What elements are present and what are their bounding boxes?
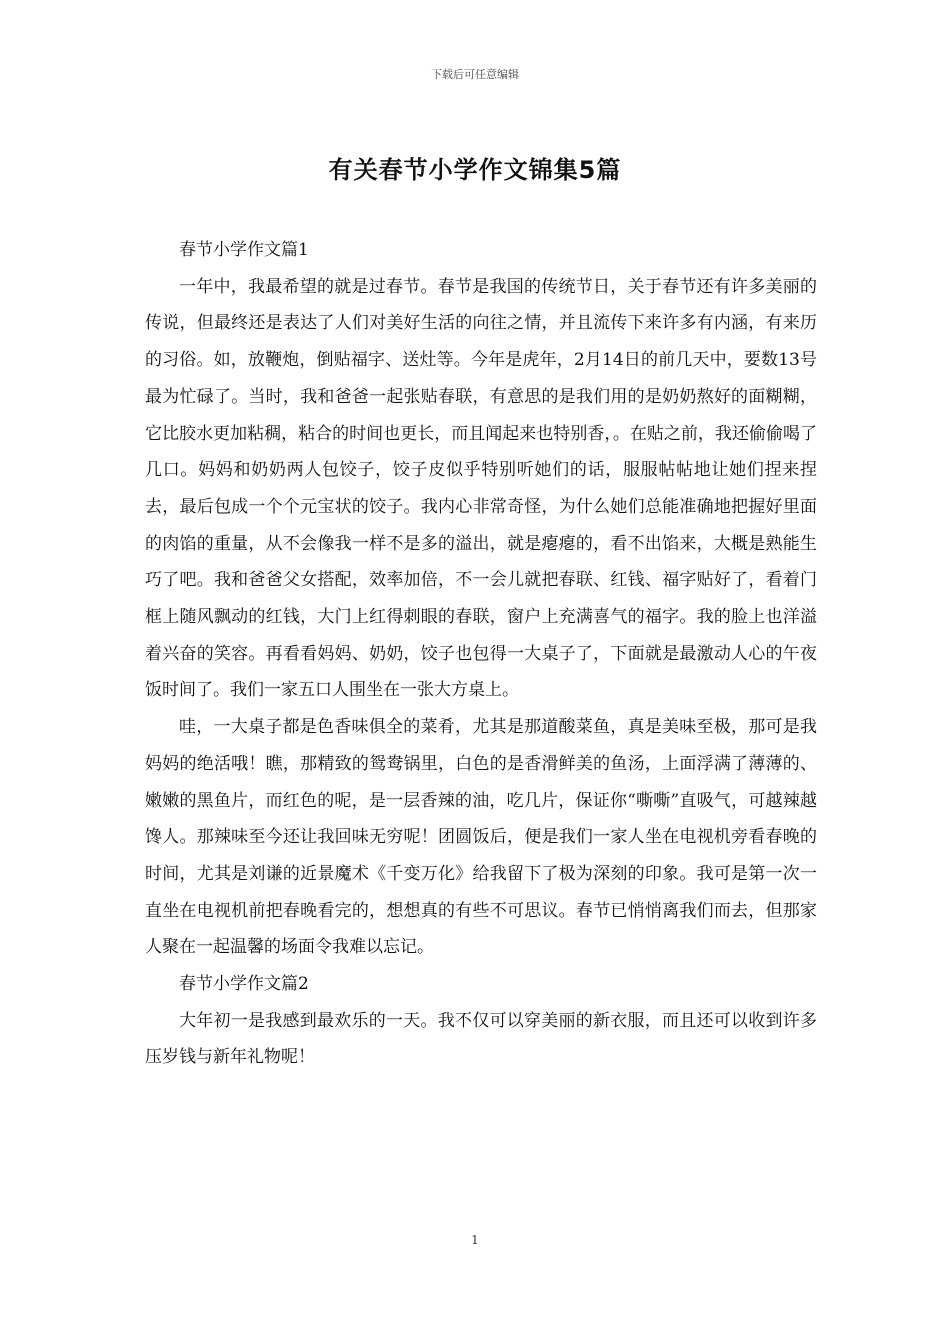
page-number: 1 xyxy=(471,1233,479,1247)
paragraph-2: 哇，一大桌子都是色香味俱全的菜肴，尤其是那道酸菜鱼，真是美味至极，那可是我妈妈的绝活哦！瞧，那精致的鸳鸯锅里，白色的是香滑鲜美的鱼汤，上面浮满了薄薄的、嫩嫩的黑鱼片，而红色的呢，是一层香辣的油，吃几片，保证你“嘶嘶”直吸气，可越辣越馋人。那辣味至今还让我回味无穷呢！团圆饭后，便是我们一家人坐在电视机旁看春晚的时间，尤其是刘谦的近景魔术《千变万化》给我留下了极为深刻的印象。我可是第一次一直坐在电视机前把春晚看完的，想想真的有些不可思议。春节已悄悄离我们而去，但那家人聚在一起温馨的场面令我难以忘记。 xyxy=(145,717,817,958)
paragraph-3: 大年初一是我感到最欢乐的一天。我不仅可以穿美丽的新衣服，而且还可以收到许多压岁钱与新年礼物呢！ xyxy=(145,1010,817,1068)
header-note: 下载后可任意编辑 xyxy=(431,68,519,81)
document-body xyxy=(145,232,817,1076)
section-heading-1: 春节小学作文篇1 xyxy=(179,240,309,260)
section-heading-2: 春节小学作文篇2 xyxy=(179,974,309,995)
paragraph-1: 一年中，我最希望的就是过春节。春节是我国的传统节日，关于春节还有许多美丽的传说，但最终还是表达了人们对美好生活的向往之情，并且流传下来许多有内涵，有来历的习俗。如，放鞭炮，倒贴福字、送灶等。今年是虎年，2月14日的前几天中，要数13号最为忙碌了。当时，我和爸爸一起张贴春联，有意思的是我们用的是奶奶熬好的面糊糊，它比胶水更加粘稠，粘合的时间也更长，而且闻起来也特别香，。在贴之前，我还偷偷喝了几口。妈妈和奶奶两人包饺子，饺子皮似乎特别听她们的话，服服帖帖地让她们捏来捏去，最后包成一个个元宝状的饺子。我内心非常奇怪，为什么她们总能准确地把握好里面的肉馅的重量，从不会像我一样不是多的溢出，就是瘪瘪的，看不出馅来，大概是熟能生巧了吧。我和爸爸父女搭配，效率加倍，不一会儿就把春联、红钱、福字贴好了，看着门框上随风飘动的红钱，大门上红得刺眼的春联，窗户上充满喜气的福字。我的脸上也洋溢着兴奋的笑容。再看看妈妈、奶奶，饺子也包得一大桌子了，下面就是最激动人心的午夜饭时间了。我们一家五口人围坐在一张大方桌上。 xyxy=(145,276,817,701)
document-title: 有关春节小学作文锦集5篇 xyxy=(328,156,622,184)
